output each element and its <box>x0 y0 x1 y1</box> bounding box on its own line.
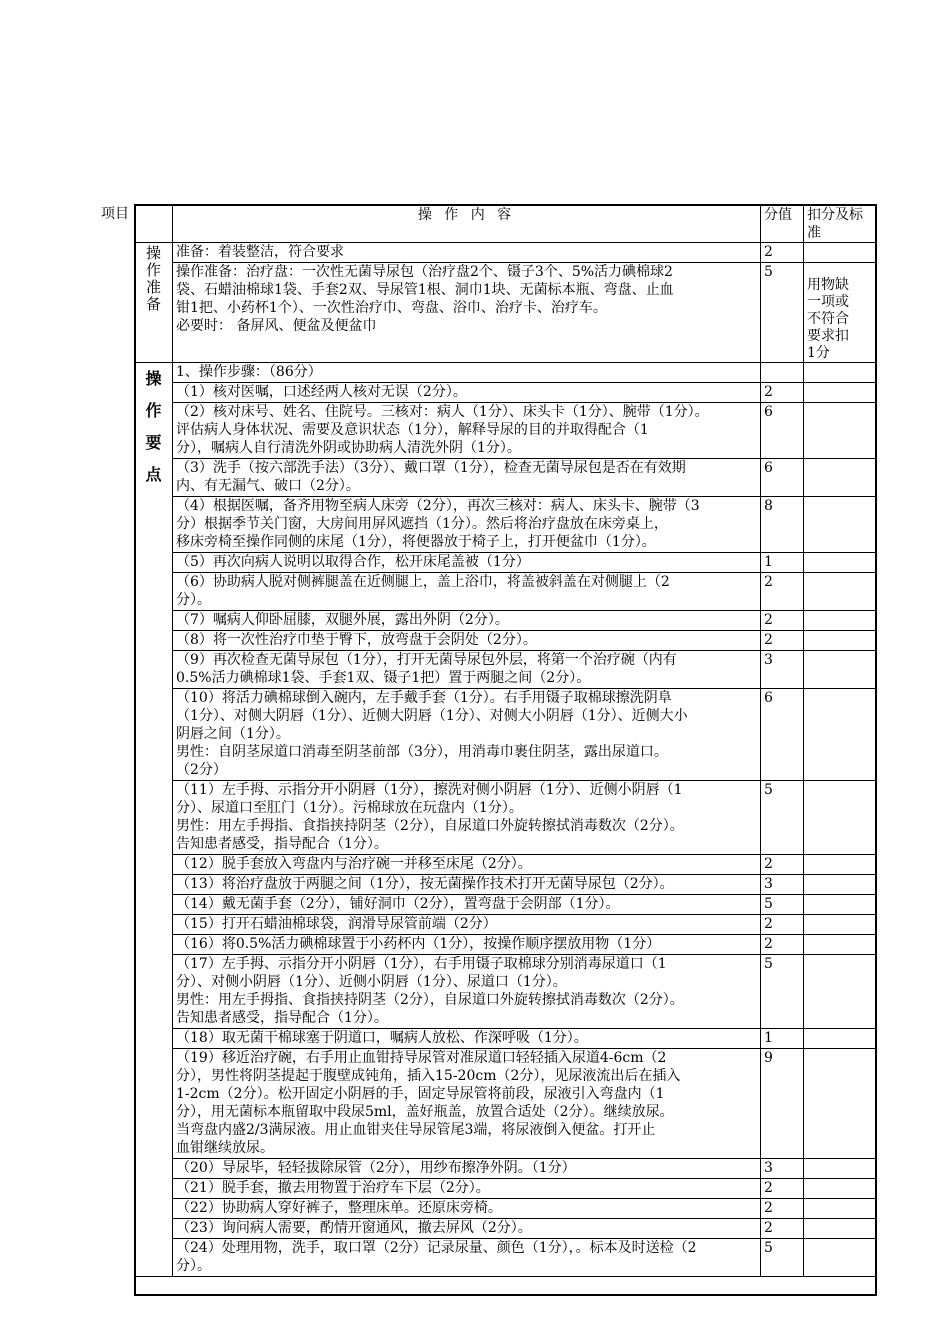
steps-row <box>135 383 877 403</box>
header-label-cell <box>135 205 173 243</box>
label-char: 备 <box>145 295 161 313</box>
step-content <box>173 363 761 383</box>
step-score: 5 <box>761 781 804 855</box>
step-score: 1 <box>761 553 804 573</box>
step-content <box>173 895 761 915</box>
label-char: 操 <box>145 369 162 388</box>
step-score: 2 <box>761 855 804 875</box>
deduct-line: 一项或 <box>807 294 849 310</box>
step-score: 2 <box>761 243 804 263</box>
step-content <box>173 631 761 651</box>
deduct-line: 用物缺 <box>807 277 849 293</box>
steps-row <box>135 497 877 553</box>
steps-row <box>135 915 877 935</box>
content-line: （12）脱手套放入弯盘内与治疗碗一并移至床尾（2分）。 <box>176 856 532 872</box>
step-deduct <box>804 1179 877 1199</box>
label-char: 操 <box>145 244 161 262</box>
content-line: （14）戴无菌手套（2分），铺好洞巾（2分），置弯盘于会阴部（1分）。 <box>176 896 620 912</box>
step-content <box>173 915 761 935</box>
content-line: 1-2cm（2分）。松开固定小阴唇的手，固定导尿管将前段，尿液引入弯盘内（1 <box>176 1086 665 1102</box>
content-line: 分），用无菌标本瓶留取中段尿5ml，盖好瓶盖，放置合适处（2分）。继续放尿。 <box>176 1104 674 1120</box>
content-line: 分），男性将阴茎提起于腹壁成钝角，插入15-20cm（2分），见尿液流出后在插入 <box>176 1068 681 1084</box>
content-line: 男性：用左手拇指、食指挟持阴茎（2分），自尿道口外旋转擦拭消毒数次（2分）。 <box>176 818 684 834</box>
step-score: 8 <box>761 497 804 553</box>
content-line: 准备：着装整洁，符合要求 <box>176 244 344 260</box>
content-line: （6）协助病人脱对侧裤腿盖在近侧腿上，盖上浴巾，将盖被斜盖在对侧腿上（2 <box>176 574 670 590</box>
step-deduct <box>804 631 877 651</box>
step-score: 3 <box>761 875 804 895</box>
step-score <box>761 363 804 383</box>
step-score: 3 <box>761 651 804 689</box>
content-line: （8）将一次性治疗巾垫于臀下，放弯盘于会阴处（2分）。 <box>176 632 537 648</box>
content-line: （2）核对床号、姓名、住院号。三核对：病人（1分）、床头卡（1分）、腕带（1分）。 <box>176 404 709 420</box>
content-line: （21）脱手套，撤去用物置于治疗车下层（2分）。 <box>176 1180 490 1196</box>
content-line: 分）根据季节关门窗，大房间用屏风遮挡（1分）。然后将治疗盘放在床旁桌上， <box>176 516 668 532</box>
content-line: 分）。 <box>176 592 211 608</box>
steps-section-label <box>135 363 173 1277</box>
label-char: 作 <box>145 401 162 420</box>
step-content <box>173 459 761 497</box>
step-content <box>173 781 761 855</box>
content-line: （18）取无菌干棉球塞于阴道口，嘱病人放松、作深呼吸（1分）。 <box>176 1030 588 1046</box>
step-content <box>173 651 761 689</box>
content-line: 阴唇之间（1分）。 <box>176 726 290 742</box>
step-deduct <box>804 955 877 1029</box>
content-line: 男性：用左手拇指、食指挟持阴茎（2分），自尿道口外旋转擦拭消毒数次（2分）。 <box>176 992 684 1008</box>
prep-row <box>135 263 877 363</box>
prep-section-label-chars <box>135 243 172 313</box>
step-deduct <box>804 553 877 573</box>
label-char: 作 <box>145 261 161 279</box>
content-line: 分）、尿道口至肛门（1分）。污棉球放在玩盘内（1分）。 <box>176 800 523 816</box>
project-label: 项目 <box>101 206 129 222</box>
step-score: 3 <box>761 1159 804 1179</box>
content-line: （22）协助病人穿好裤子，整理床单。还原床旁椅。 <box>176 1200 502 1216</box>
steps-row <box>135 955 877 1029</box>
step-content <box>173 855 761 875</box>
step-score: 2 <box>761 1199 804 1219</box>
step-score: 5 <box>761 955 804 1029</box>
steps-row <box>135 1029 877 1049</box>
step-score: 6 <box>761 403 804 459</box>
step-content <box>173 243 761 263</box>
step-deduct <box>804 895 877 915</box>
content-line: 钳1把、小药杯1个）、一次性治疗巾、弯盘、浴巾、治疗卡、治疗车。 <box>176 300 607 316</box>
table-border-bottom <box>134 1294 877 1296</box>
steps-row <box>135 573 877 611</box>
step-content <box>173 1219 761 1239</box>
step-score: 2 <box>761 915 804 935</box>
step-content <box>173 611 761 631</box>
step-deduct <box>804 459 877 497</box>
deduct-line: 要求扣 <box>807 328 849 344</box>
step-score: 2 <box>761 383 804 403</box>
step-deduct <box>804 383 877 403</box>
content-line: （10）将活力碘棉球倒入碗内，左手戴手套（1分）。右手用镊子取棉球擦洗阴阜 <box>176 690 672 706</box>
steps-row <box>135 363 877 383</box>
header-deduct: 扣分及标准 <box>804 205 877 243</box>
steps-row <box>135 855 877 875</box>
step-score: 1 <box>761 1029 804 1049</box>
content-line: 0.5%活力碘棉球1袋、手套1双、镊子1把）置于两腿之间（2分）。 <box>176 670 591 686</box>
step-deduct <box>804 363 877 383</box>
content-line: （20）导尿毕，轻轻拔除尿管（2分），用纱布擦净外阴。（1分） <box>176 1160 576 1176</box>
step-deduct <box>804 403 877 459</box>
step-score: 9 <box>761 1049 804 1159</box>
steps-row <box>135 459 877 497</box>
steps-row <box>135 875 877 895</box>
header-row <box>135 205 877 243</box>
label-char: 要 <box>145 433 162 452</box>
step-deduct <box>804 875 877 895</box>
content-line: 必要时： 备屏风、便盆及便盆巾 <box>176 318 377 334</box>
content-line: 内、有无漏气、破口（2分）。 <box>176 478 360 494</box>
content-line: （15）打开石蜡油棉球袋，润滑导尿管前端（2分） <box>176 916 497 932</box>
steps-row <box>135 781 877 855</box>
header-score: 分值 <box>761 205 804 243</box>
step-deduct <box>804 1159 877 1179</box>
content-line: 袋、石蜡油棉球1袋、手套2双、导尿管1根、洞巾1块、无菌标本瓶、弯盘、止血 <box>176 282 674 298</box>
step-content <box>173 1159 761 1179</box>
steps-row <box>135 1049 877 1159</box>
step-score: 2 <box>761 1219 804 1239</box>
steps-row <box>135 651 877 689</box>
content-line: （7）嘱病人仰卧屈膝，双腿外展，露出外阴（2分）。 <box>176 612 509 628</box>
step-score: 2 <box>761 1179 804 1199</box>
step-content <box>173 497 761 553</box>
content-line: 当弯盘内盛2/3满尿液。用止血钳夹住导尿管尾3端，将尿液倒入便盆。打开止 <box>176 1122 656 1138</box>
step-score: 5 <box>761 895 804 915</box>
content-line: 分）、对侧小阴唇（1分）、近侧小阴唇（1分）、尿道口（1分）。 <box>176 974 567 990</box>
step-deduct <box>804 1029 877 1049</box>
step-content <box>173 1199 761 1219</box>
step-content <box>173 263 761 363</box>
step-deduct <box>804 497 877 553</box>
step-deduct <box>804 1239 877 1277</box>
steps-row <box>135 1219 877 1239</box>
step-content <box>173 1049 761 1159</box>
step-score: 2 <box>761 573 804 611</box>
content-line: （16）将0.5%活力碘棉球置于小药杯内（1分），按操作顺序摆放用物（1分） <box>176 936 661 952</box>
step-score: 6 <box>761 459 804 497</box>
content-line: 移床旁椅至操作同侧的床尾（1分），将便器放于椅子上，打开便盆巾（1分）。 <box>176 534 656 550</box>
steps-row <box>135 611 877 631</box>
steps-row <box>135 631 877 651</box>
content-line: （1）核对医嘱，口述经两人核对无误（2分）。 <box>176 384 467 400</box>
steps-row <box>135 403 877 459</box>
content-line: 分），嘱病人自行清洗外阴或协助病人清洗外阴（1分）。 <box>176 440 521 456</box>
step-content <box>173 1029 761 1049</box>
step-score: 2 <box>761 935 804 955</box>
content-line: 分）。 <box>176 1258 211 1274</box>
step-deduct <box>804 915 877 935</box>
step-deduct <box>804 1219 877 1239</box>
step-content <box>173 403 761 459</box>
step-deduct <box>804 935 877 955</box>
steps-row <box>135 689 877 781</box>
content-line: （2分） <box>176 762 227 778</box>
content-line: （17）左手拇、示指分开小阴唇（1分），右手用镊子取棉球分别消毒尿道口（1 <box>176 956 667 972</box>
content-line: （4）根据医嘱，备齐用物至病人床旁（2分），再次三核对：病人、床头卡、腕带（3 <box>176 498 700 514</box>
step-content <box>173 1239 761 1277</box>
content-line: 告知患者感受，指导配合（1分）。 <box>176 836 388 852</box>
header-content: 操 作 内 容 <box>173 205 761 243</box>
content-line: （13）将治疗盘放于两腿之间（1分），按无菌操作技术打开无菌导尿包（2分）。 <box>176 876 674 892</box>
content-line: 血钳继续放尿。 <box>176 1140 274 1156</box>
table-border-left <box>134 204 136 1296</box>
step-deduct <box>804 611 877 631</box>
step-content <box>173 955 761 1029</box>
step-content <box>173 553 761 573</box>
content-line: 男性：自阴茎尿道口消毒至阴茎前部（3分），用消毒巾裹住阴茎，露出尿道口。 <box>176 744 668 760</box>
steps-row <box>135 1199 877 1219</box>
steps-row <box>135 1179 877 1199</box>
content-line: 评估病人身体状况、需要及意识状态（1分），解释导尿的目的并取得配合（1 <box>176 422 649 438</box>
content-line: 操作准备：治疗盘：一次性无菌导尿包（治疗盘2个、镊子3个、5%活力碘棉球2 <box>176 264 673 280</box>
procedure-table <box>134 204 877 1277</box>
step-score: 2 <box>761 611 804 631</box>
step-deduct <box>804 689 877 781</box>
step-score: 6 <box>761 689 804 781</box>
prep-row <box>135 243 877 263</box>
steps-section-label-chars <box>135 363 172 491</box>
content-line: 1、操作步骤：（86分） <box>176 364 322 380</box>
steps-row <box>135 553 877 573</box>
step-score: 5 <box>761 263 804 363</box>
step-deduct <box>804 243 877 263</box>
step-deduct <box>804 573 877 611</box>
label-char: 点 <box>145 465 162 484</box>
step-deduct <box>804 1199 877 1219</box>
step-content <box>173 1179 761 1199</box>
content-line: （23）询问病人需要，酌情开窗通风，撤去屏风（2分）。 <box>176 1220 532 1236</box>
steps-row <box>135 935 877 955</box>
content-line: （19）移近治疗碗，右手用止血钳持导尿管对准尿道口轻轻插入尿道4-6cm（2 <box>176 1050 667 1066</box>
content-line: （11）左手拇、示指分开小阴唇（1分），擦洗对侧小阴唇（1分）、近侧小阴唇（1 <box>176 782 683 798</box>
step-content <box>173 689 761 781</box>
steps-row <box>135 1239 877 1277</box>
step-content <box>173 573 761 611</box>
content-line: 告知患者感受，指导配合（1分）。 <box>176 1010 388 1026</box>
content-line: （3）洗手（按六部洗手法）（3分）、戴口罩（1分），检查无菌导尿包是否在有效期 <box>176 460 686 476</box>
step-score: 5 <box>761 1239 804 1277</box>
step-content <box>173 875 761 895</box>
content-line: （9）再次检查无菌导尿包（1分），打开无菌导尿包外层，将第一个治疗碗（内有 <box>176 652 677 668</box>
content-line: （1分）、对侧大阴唇（1分）、近侧大阴唇（1分）、对侧大小阴唇（1分）、近侧大小 <box>176 708 688 724</box>
step-score: 2 <box>761 631 804 651</box>
deduct-line: 1分 <box>807 345 830 361</box>
prep-section-label <box>135 243 173 363</box>
deduct-line: 不符合 <box>807 311 849 327</box>
steps-row <box>135 1159 877 1179</box>
table-border-right <box>875 204 877 1296</box>
step-deduct <box>804 855 877 875</box>
step-deduct <box>804 263 877 363</box>
step-deduct <box>804 1049 877 1159</box>
content-line: （24）处理用物，洗手，取口罩（2分）记录尿量、颜色（1分），。标本及时送检（2 <box>176 1240 697 1256</box>
steps-row <box>135 895 877 915</box>
label-char: 准 <box>145 278 161 296</box>
step-content <box>173 383 761 403</box>
content-line: （5）再次向病人说明以取得合作，松开床尾盖被（1分） <box>176 554 530 570</box>
step-content <box>173 935 761 955</box>
step-deduct <box>804 781 877 855</box>
step-deduct <box>804 651 877 689</box>
